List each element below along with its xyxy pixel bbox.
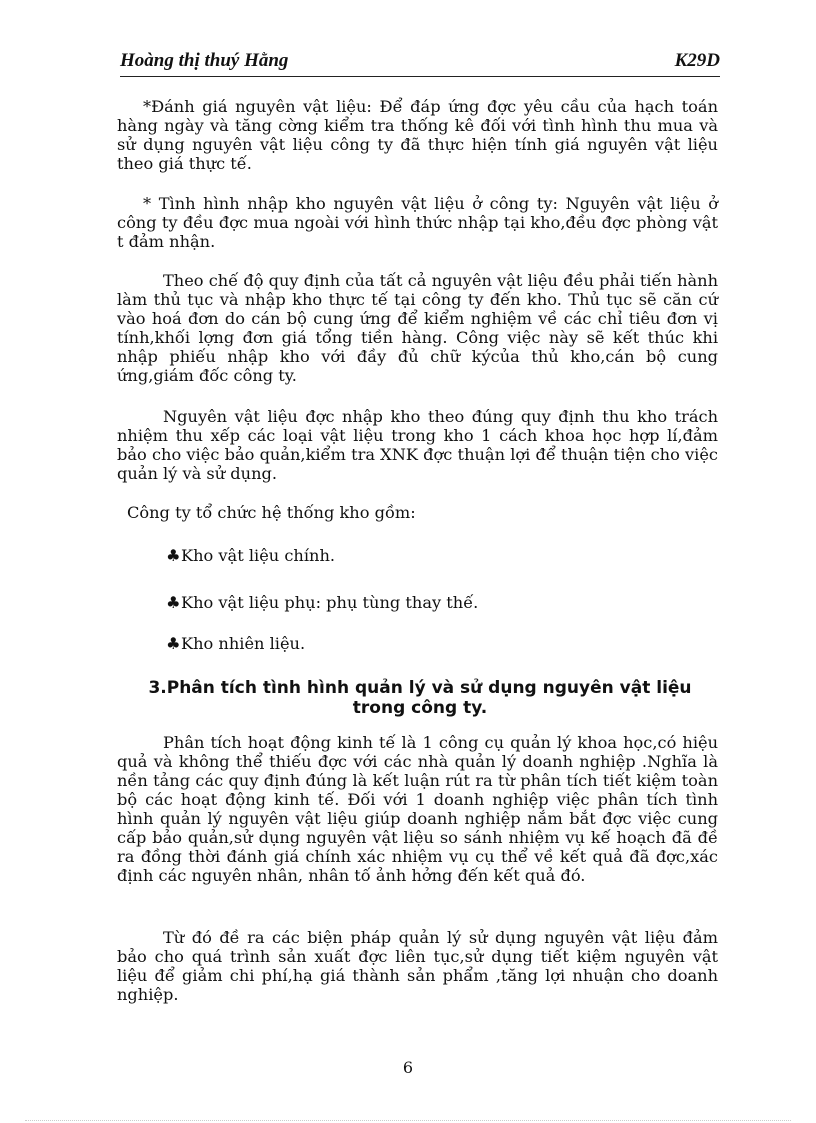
list-item-label: Kho vật liệu chính. — [181, 546, 336, 565]
list-item-label: Kho nhiên liệu. — [181, 634, 306, 653]
club-bullet-icon: ♣ — [166, 593, 181, 612]
paragraph-warehouse-import: * Tình hình nhập kho nguyên vật liệu ở công ty: Nguyên vật liệu ở công ty đều đợc mua ngoài với hình thức nhập tại kho,đều đợc phòng vật t đảm nhận. — [117, 194, 718, 251]
list-item-label: Kho vật liệu phụ: phụ tùng thay thế. — [181, 593, 479, 612]
list-item-fuel — [166, 634, 305, 653]
footer-divider — [25, 1120, 791, 1121]
header-author: Hoàng thị thuý Hằng — [120, 50, 289, 71]
paragraph-storage-arrangement: Nguyên vật liệu đợc nhập kho theo đúng quy định thu kho trách nhiệm thu xếp các loại vật liệu trong kho 1 cách khoa học hợp lí,đảm bảo cho việc bảo quản,kiểm tra XNK đợc thuận lợi để thuận tiện cho việc quản lý và sử dụng. — [117, 407, 718, 483]
header-class-code: K29D — [674, 50, 720, 71]
paragraph-import-procedure: Theo chế độ quy định của tất cả nguyên vật liệu đều phải tiến hành làm thủ tục và nhập kho thực tế tại công ty đến kho. Thủ tục sẽ căn cứ vào hoá đơn do cán bộ cung ứng để kiểm nghiệm về các chỉ tiêu đơn vị tính,khối lợng đơn giá tổng tiền hàng. Công việc này sẽ kết thúc khi nhập phiếu nhập kho với đầy đủ chữ kýcủa thủ kho,cán bộ cung ứng,giám đốc công ty. — [117, 271, 718, 385]
paragraph-management-measures: Từ đó đề ra các biện pháp quản lý sử dụng nguyên vật liệu đảm bảo cho quá trình sản xuất đợc liên tục,sử dụng tiết kiệm nguyên vật liệu để giảm chi phí,hạ giá thành sản phẩm ,tăng lợi nhuận cho doanh nghiệp. — [117, 928, 718, 1004]
list-item-main-materials — [166, 546, 335, 565]
section-heading: 3.Phân tích tình hình quản lý và sử dụng nguyên vật liệu trong công ty. — [148, 678, 692, 718]
list-item-auxiliary-materials — [166, 593, 478, 612]
paragraph-warehouse-system: Công ty tổ chức hệ thống kho gồm: — [127, 503, 416, 522]
paragraph-material-valuation: *Đánh giá nguyên vật liệu: Để đáp ứng đợc yêu cầu của hạch toán hàng ngày và tăng cờng kiểm tra thống kê đối với tình hình thu mua và sử dụng nguyên vật liệu công ty đã thực hiện tính giá nguyên vật liệu theo giá thực tế. — [117, 97, 718, 173]
club-bullet-icon: ♣ — [166, 634, 181, 653]
page-number: 6 — [402, 1058, 414, 1077]
paragraph-economic-analysis: Phân tích hoạt động kinh tế là 1 công cụ quản lý khoa học,có hiệu quả và không thể thiếu đợc với các nhà quản lý doanh nghiệp .Nghĩa là nền tảng các quy định đúng là kết luận rút ra từ phân tích tiết kiệm toàn bộ các hoạt động kinh tế. Đối với 1 doanh nghiệp việc phân tích tình hình quản lý nguyên vật liệu giúp doanh nghiệp nắm bắt đợc việc cung cấp bảo quản,sử dụng nguyên vật liệu so sánh nhiệm vụ kế hoạch đã đề ra đồng thời đánh giá chính xác nhiệm vụ cụ thể về kết quả đã đợc,xác định các nguyên nhân, nhân tố ảnh hởng đến kết quả đó. — [117, 733, 718, 885]
page-header — [120, 50, 720, 77]
club-bullet-icon: ♣ — [166, 546, 181, 565]
